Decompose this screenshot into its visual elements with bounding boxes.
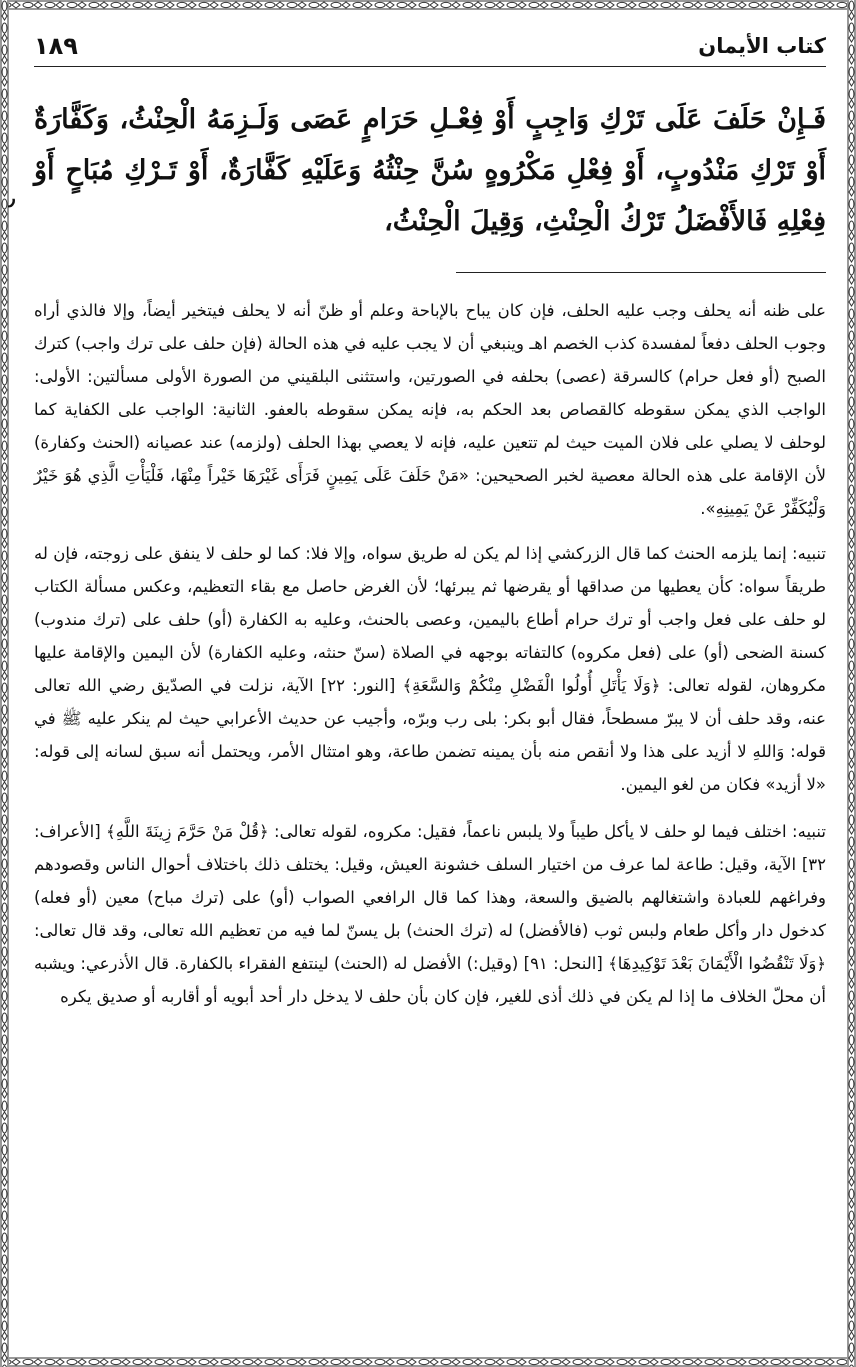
- bottom-ornament-border: [0, 1357, 856, 1367]
- margin-mark: ٫: [8, 186, 16, 210]
- page-number: ١٨٩: [34, 32, 78, 60]
- commentary: [34, 294, 826, 1013]
- page-header: [34, 30, 826, 67]
- matn-text: فَـإِنْ حَلَفَ عَلَى تَرْكِ وَاجِبٍ أَوْ فِعْـلِ حَرَامٍ عَصَى وَلَـزِمَهُ الْحِنْثُ، وَكَفَّارَةٌ أَوْ تَرْكِ مَنْدُوبٍ، أَوْ فِعْلِ مَكْرُوهٍ سُنَّ حِنْثُهُ وَعَلَيْهِ كَفَّارَةٌ، أَوْ تَـرْكِ مُبَاحٍ أَوْ فِعْلِهِ فَالأَفْضَلُ تَرْكُ الْحِنْثِ، وَقِيلَ الْحِنْثُ،: [34, 104, 826, 237]
- right-ornament-border: [847, 0, 856, 1367]
- commentary-paragraph: تنبيه: اختلف فيما لو حلف لا يأكل طيباً ولا يلبس ناعماً، فقيل: مكروه، لقوله تعالى: ﴿قُلْ مَنْ حَرَّمَ زِينَةَ اللَّهِ﴾ [الأعراف: ٣٢] الآية، وقيل: طاعة لما عرف من اختيار السلف خشونة العيش، وقيل: يختلف ذلك باختلاف أحوال الناس وقصودهم وفراغهم للعبادة واشتغالهم بالضيق والسعة، وهذا كما قال الرافعي الصواب (أو) على (ترك مباح) معين (أو فعله) كدخول دار وأكل طعام ولبس ثوب (فالأفضل) له (ترك الحنث) بل يسنّ لما فيه من تعظيم الله تعالى، وقد قال تعالى: ﴿وَلَا تَنْقُضُوا الْأَيْمَانَ بَعْدَ تَوْكِيدِهَا﴾ [النحل: ٩١] (وقيل:) الأفضل له (الحنث) لينتفع الفقراء بالكفارة. قال الأذرعي: ويشبه أن محلّ الخلاف ما إذا لم يكن في ذلك أذى للغير، فإن كان بأن حلف لا يدخل دار أحد أبويه أو أقاربه أو صديق يكره: [34, 822, 827, 1006]
- book-title: كتاب الأيمان: [698, 34, 826, 58]
- commentary-paragraph: تنبيه: إنما يلزمه الحنث كما قال الزركشي إذا لم يكن له طريق سواه، وإلا فلا: كما لو حلف لا ينفق على زوجته، فإن له طريقاً سواه: كأن يعطيها من صداقها أو يقرضها ثم يبرئها؛ لأن الغرض حاصل مع بقاء التعظيم، وعكس مسألة الكتاب لو حلف على فعل واجب أو ترك حرام أطاع باليمين، وعصى بالحنث، وعليه به الكفارة (أو) حلف على (ترك مندوب) كسنة الضحى (أو) على (فعل مكروه) كالتفاته بوجهه في الصلاة (سنّ حنثه، وعليه الكفارة) لأن اليمين والإقامة عليها مكروهان، لقوله تعالى: ﴿وَلَا يَأْتَلِ أُولُوا الْفَضْلِ مِنْكُمْ وَالسَّعَةِ﴾ [النور: ٢٢] الآية، نزلت في الصدّيق رضي الله تعالى عنه، وقد حلف أن لا يبرّ مسطحاً، فقال أبو بكر: بلى رب وبرّه، وأجيب عن حديث الأعرابي حيث لم ينكر عليه ﷺ في قوله: وَاللهِ لا أزيد على هذا ولا أنقص منه بأن يمينه تضمن طاعة، وهو امتثال الأمر، ويحتمل أنه سبق لسانه إلى قوله: «لا أزيد» فكان من لغو اليمين.: [34, 544, 826, 794]
- section-divider: [456, 272, 826, 273]
- commentary-paragraph: على ظنه أنه يحلف وجب عليه الحلف، فإن كان يباح بالإباحة وعلم أو ظنّ أنه لا يحلف فيتخير أيضاً، وإلا فالذي أراه وجوب الحلف دفعاً لمفسدة كذب الخصم اهـ وينبغي أن لا يجب عليه في هذه الحالة (فإن حلف على ترك واجب) كترك الصبح (أو فعل حرام) كالسرقة (عصى) بحلفه في الصورتين، واستثنى البلقيني من الصورة الأولى مسألتين: الأولى: الواجب الذي يمكن سقوطه كالقصاص بعد الحكم به، فإنه يمكن سقوطه بالعفو. الثانية: الواجب على الكفاية كما لوحلف لا يصلي على فلان الميت حيث لم تتعين عليه، فإنه لا يعصي بهذا الحلف (ولزمه) عند عصيانه (الحنث وكفارة) لأن الإقامة على هذه الحالة معصية لخبر الصحيحين: «مَنْ حَلَفَ عَلَى يَمِينٍ فَرَأَى غَيْرَهَا خَيْراً مِنْهَا، فَلْيَأْتِ الَّذِي هُوَ خَيْرٌ وَلْيُكَفِّرْ عَنْ يَمِينِهِ».: [34, 301, 826, 518]
- top-ornament-border: [0, 0, 856, 10]
